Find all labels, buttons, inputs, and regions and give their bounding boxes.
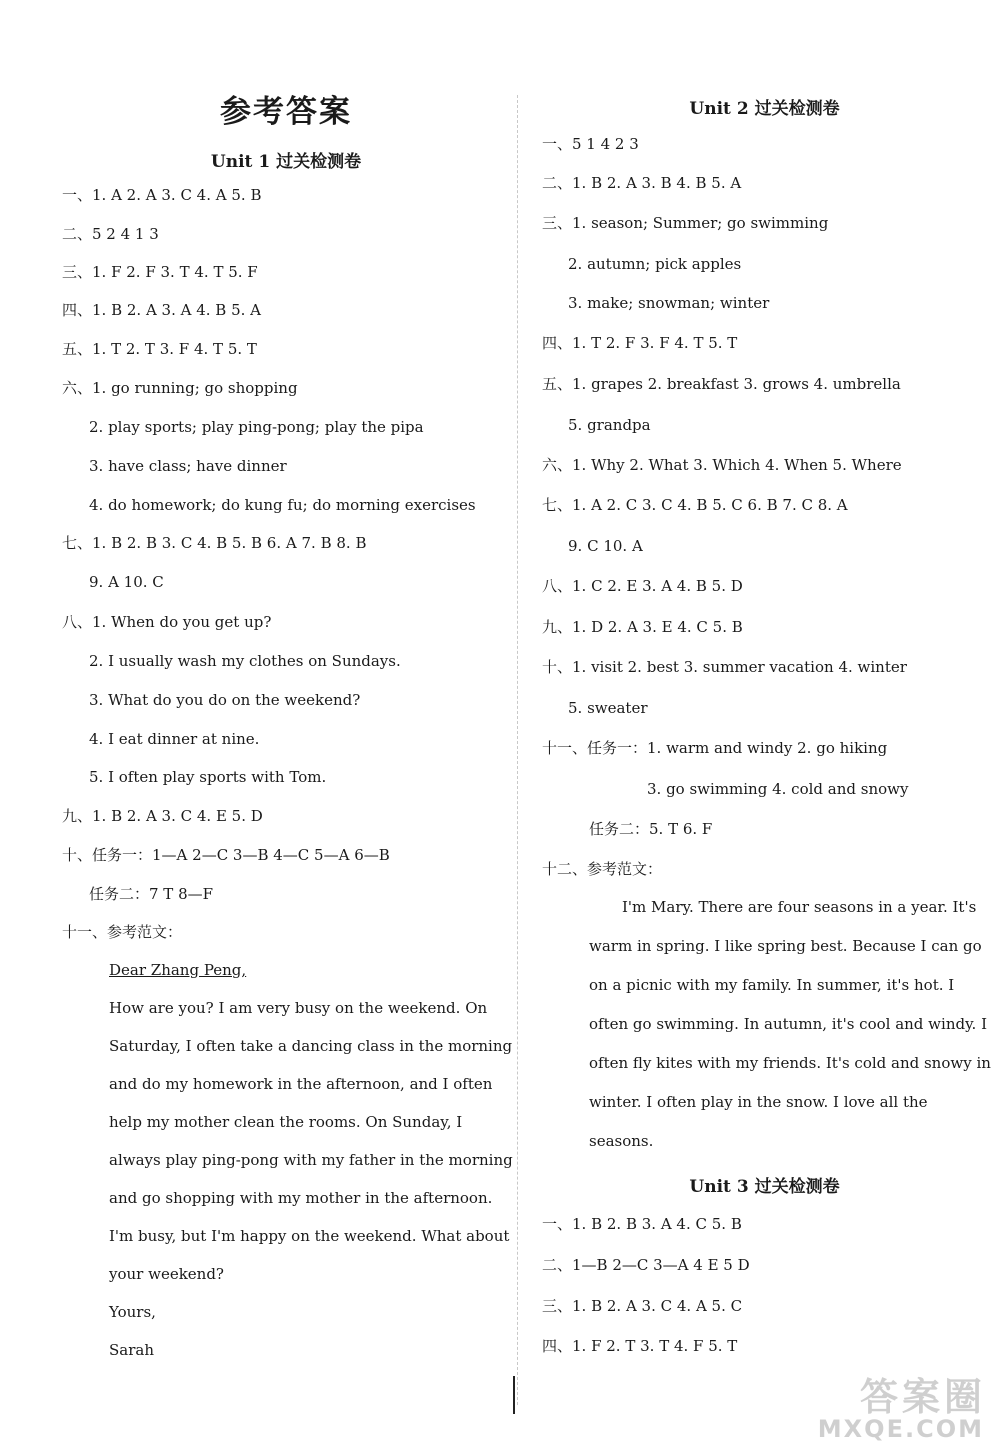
u1-q8-1: 八、1. When do you get up? bbox=[62, 613, 272, 631]
page-mark bbox=[513, 1376, 515, 1414]
u2-q12-heading: 十二、参考范文： bbox=[542, 860, 663, 878]
u2-q11-1: 十一、任务一：1. warm and windy 2. go hiking bbox=[542, 739, 888, 757]
u1-essay-closing: Yours, bbox=[109, 1303, 156, 1321]
unit3-title: Unit 3 过关检测卷 bbox=[689, 1177, 840, 1197]
u1-q2: 二、5 2 4 1 3 bbox=[62, 225, 159, 243]
watermark-top: 答案圈 bbox=[859, 1375, 986, 1419]
u1-q6-4: 4. do homework; do kung fu; do morning exercises bbox=[89, 496, 476, 514]
u2-q6: 六、1. Why 2. What 3. Which 4. When 5. Where bbox=[542, 456, 902, 474]
u1-essay-line: help my mother clean the rooms. On Sunday, I bbox=[109, 1113, 463, 1131]
u1-q8-4: 4. I eat dinner at nine. bbox=[89, 730, 260, 748]
u2-q3-1: 三、1. season; Summer; go swimming bbox=[542, 214, 829, 232]
u1-q9: 九、1. B 2. A 3. C 4. E 5. D bbox=[62, 807, 263, 825]
u1-essay-line: and go shopping with my mother in the afternoon. bbox=[109, 1189, 493, 1207]
u1-q7-2: 9. A 10. C bbox=[89, 573, 164, 591]
u1-q6-3: 3. have class; have dinner bbox=[89, 457, 287, 475]
u2-q11-3: 任务二：5. T 6. F bbox=[589, 820, 713, 838]
u2-q5-1: 五、1. grapes 2. breakfast 3. grows 4. umbrella bbox=[542, 375, 901, 393]
unit2-title: Unit 2 过关检测卷 bbox=[689, 99, 840, 119]
u3-q2: 二、1—B 2—C 3—A 4 E 5 D bbox=[542, 1256, 750, 1274]
u2-q2: 二、1. B 2. A 3. B 4. B 5. A bbox=[542, 174, 742, 192]
u2-essay-line: seasons. bbox=[589, 1132, 654, 1150]
u1-q6-2: 2. play sports; play ping-pong; play the pipa bbox=[89, 418, 424, 436]
u2-q3-2: 2. autumn; pick apples bbox=[568, 255, 742, 273]
unit1-title: Unit 1 过关检测卷 bbox=[210, 152, 362, 172]
u1-q8-2: 2. I usually wash my clothes on Sundays. bbox=[89, 652, 401, 670]
page-title: 参考答案 bbox=[220, 94, 352, 130]
u2-q3-3: 3. make; snowman; winter bbox=[568, 294, 770, 312]
u2-q10-2: 5. sweater bbox=[568, 699, 648, 717]
u1-essay-signature: Sarah bbox=[109, 1341, 154, 1359]
u2-q7-1: 七、1. A 2. C 3. C 4. B 5. C 6. B 7. C 8. A bbox=[542, 496, 848, 514]
u2-essay-line: I'm Mary. There are four seasons in a year. It's bbox=[622, 898, 977, 916]
column-divider bbox=[517, 95, 518, 1405]
u1-q11-heading: 十一、参考范文： bbox=[62, 923, 183, 941]
u1-q3: 三、1. F 2. F 3. T 4. T 5. F bbox=[62, 263, 258, 281]
watermark-bottom: MXQE.COM bbox=[817, 1415, 984, 1443]
u1-q1: 一、1. A 2. A 3. C 4. A 5. B bbox=[62, 186, 262, 204]
u1-essay-line: always play ping-pong with my father in the morning bbox=[109, 1151, 513, 1169]
u1-essay-line: Saturday, I often take a dancing class in the morning bbox=[109, 1037, 513, 1055]
u2-q1: 一、5 1 4 2 3 bbox=[542, 135, 639, 153]
u2-essay-line: often fly kites with my friends. It's cold and snowy in bbox=[589, 1054, 991, 1072]
u1-q8-3: 3. What do you do on the weekend? bbox=[89, 691, 361, 709]
u2-q10-1: 十、1. visit 2. best 3. summer vacation 4. winter bbox=[542, 658, 907, 676]
u2-essay-line: on a picnic with my family. In summer, it's hot. I bbox=[589, 976, 955, 994]
u2-q5-2: 5. grandpa bbox=[568, 416, 651, 434]
watermark-logo bbox=[814, 1364, 994, 1449]
u2-q9: 九、1. D 2. A 3. E 4. C 5. B bbox=[542, 618, 743, 636]
u3-q4: 四、1. F 2. T 3. T 4. F 5. T bbox=[542, 1337, 738, 1355]
u1-q10-1: 十、任务一：1—A 2—C 3—B 4—C 5—A 6—B bbox=[62, 846, 390, 864]
u1-q4: 四、1. B 2. A 3. A 4. B 5. A bbox=[62, 301, 262, 319]
u1-essay-line: your weekend? bbox=[109, 1265, 224, 1283]
u3-q3: 三、1. B 2. A 3. C 4. A 5. C bbox=[542, 1297, 743, 1315]
u2-q8: 八、1. C 2. E 3. A 4. B 5. D bbox=[542, 577, 743, 595]
u2-essay-line: often go swimming. In autumn, it's cool and windy. I bbox=[589, 1015, 988, 1033]
u1-q8-5: 5. I often play sports with Tom. bbox=[89, 768, 327, 786]
u1-q7-1: 七、1. B 2. B 3. C 4. B 5. B 6. A 7. B 8. B bbox=[62, 534, 367, 552]
u1-q5: 五、1. T 2. T 3. F 4. T 5. T bbox=[62, 340, 257, 358]
u2-q7-2: 9. C 10. A bbox=[568, 537, 643, 555]
u1-q6-1: 六、1. go running; go shopping bbox=[62, 379, 298, 397]
u1-essay-greeting: Dear Zhang Peng, bbox=[109, 961, 247, 979]
u1-essay-line: I'm busy, but I'm happy on the weekend. What about bbox=[109, 1227, 510, 1245]
u2-q4: 四、1. T 2. F 3. F 4. T 5. T bbox=[542, 334, 738, 352]
u1-essay-line: and do my homework in the afternoon, and I often bbox=[109, 1075, 493, 1093]
u2-q11-2: 3. go swimming 4. cold and snowy bbox=[647, 780, 909, 798]
u1-essay-line: How are you? I am very busy on the weekend. On bbox=[109, 999, 488, 1017]
u3-q1: 一、1. B 2. B 3. A 4. C 5. B bbox=[542, 1215, 742, 1233]
u1-q10-2: 任务二：7 T 8—F bbox=[89, 885, 214, 903]
u2-essay-line: warm in spring. I like spring best. Because I can go bbox=[589, 937, 982, 955]
u2-essay-line: winter. I often play in the snow. I love all the bbox=[589, 1093, 928, 1111]
